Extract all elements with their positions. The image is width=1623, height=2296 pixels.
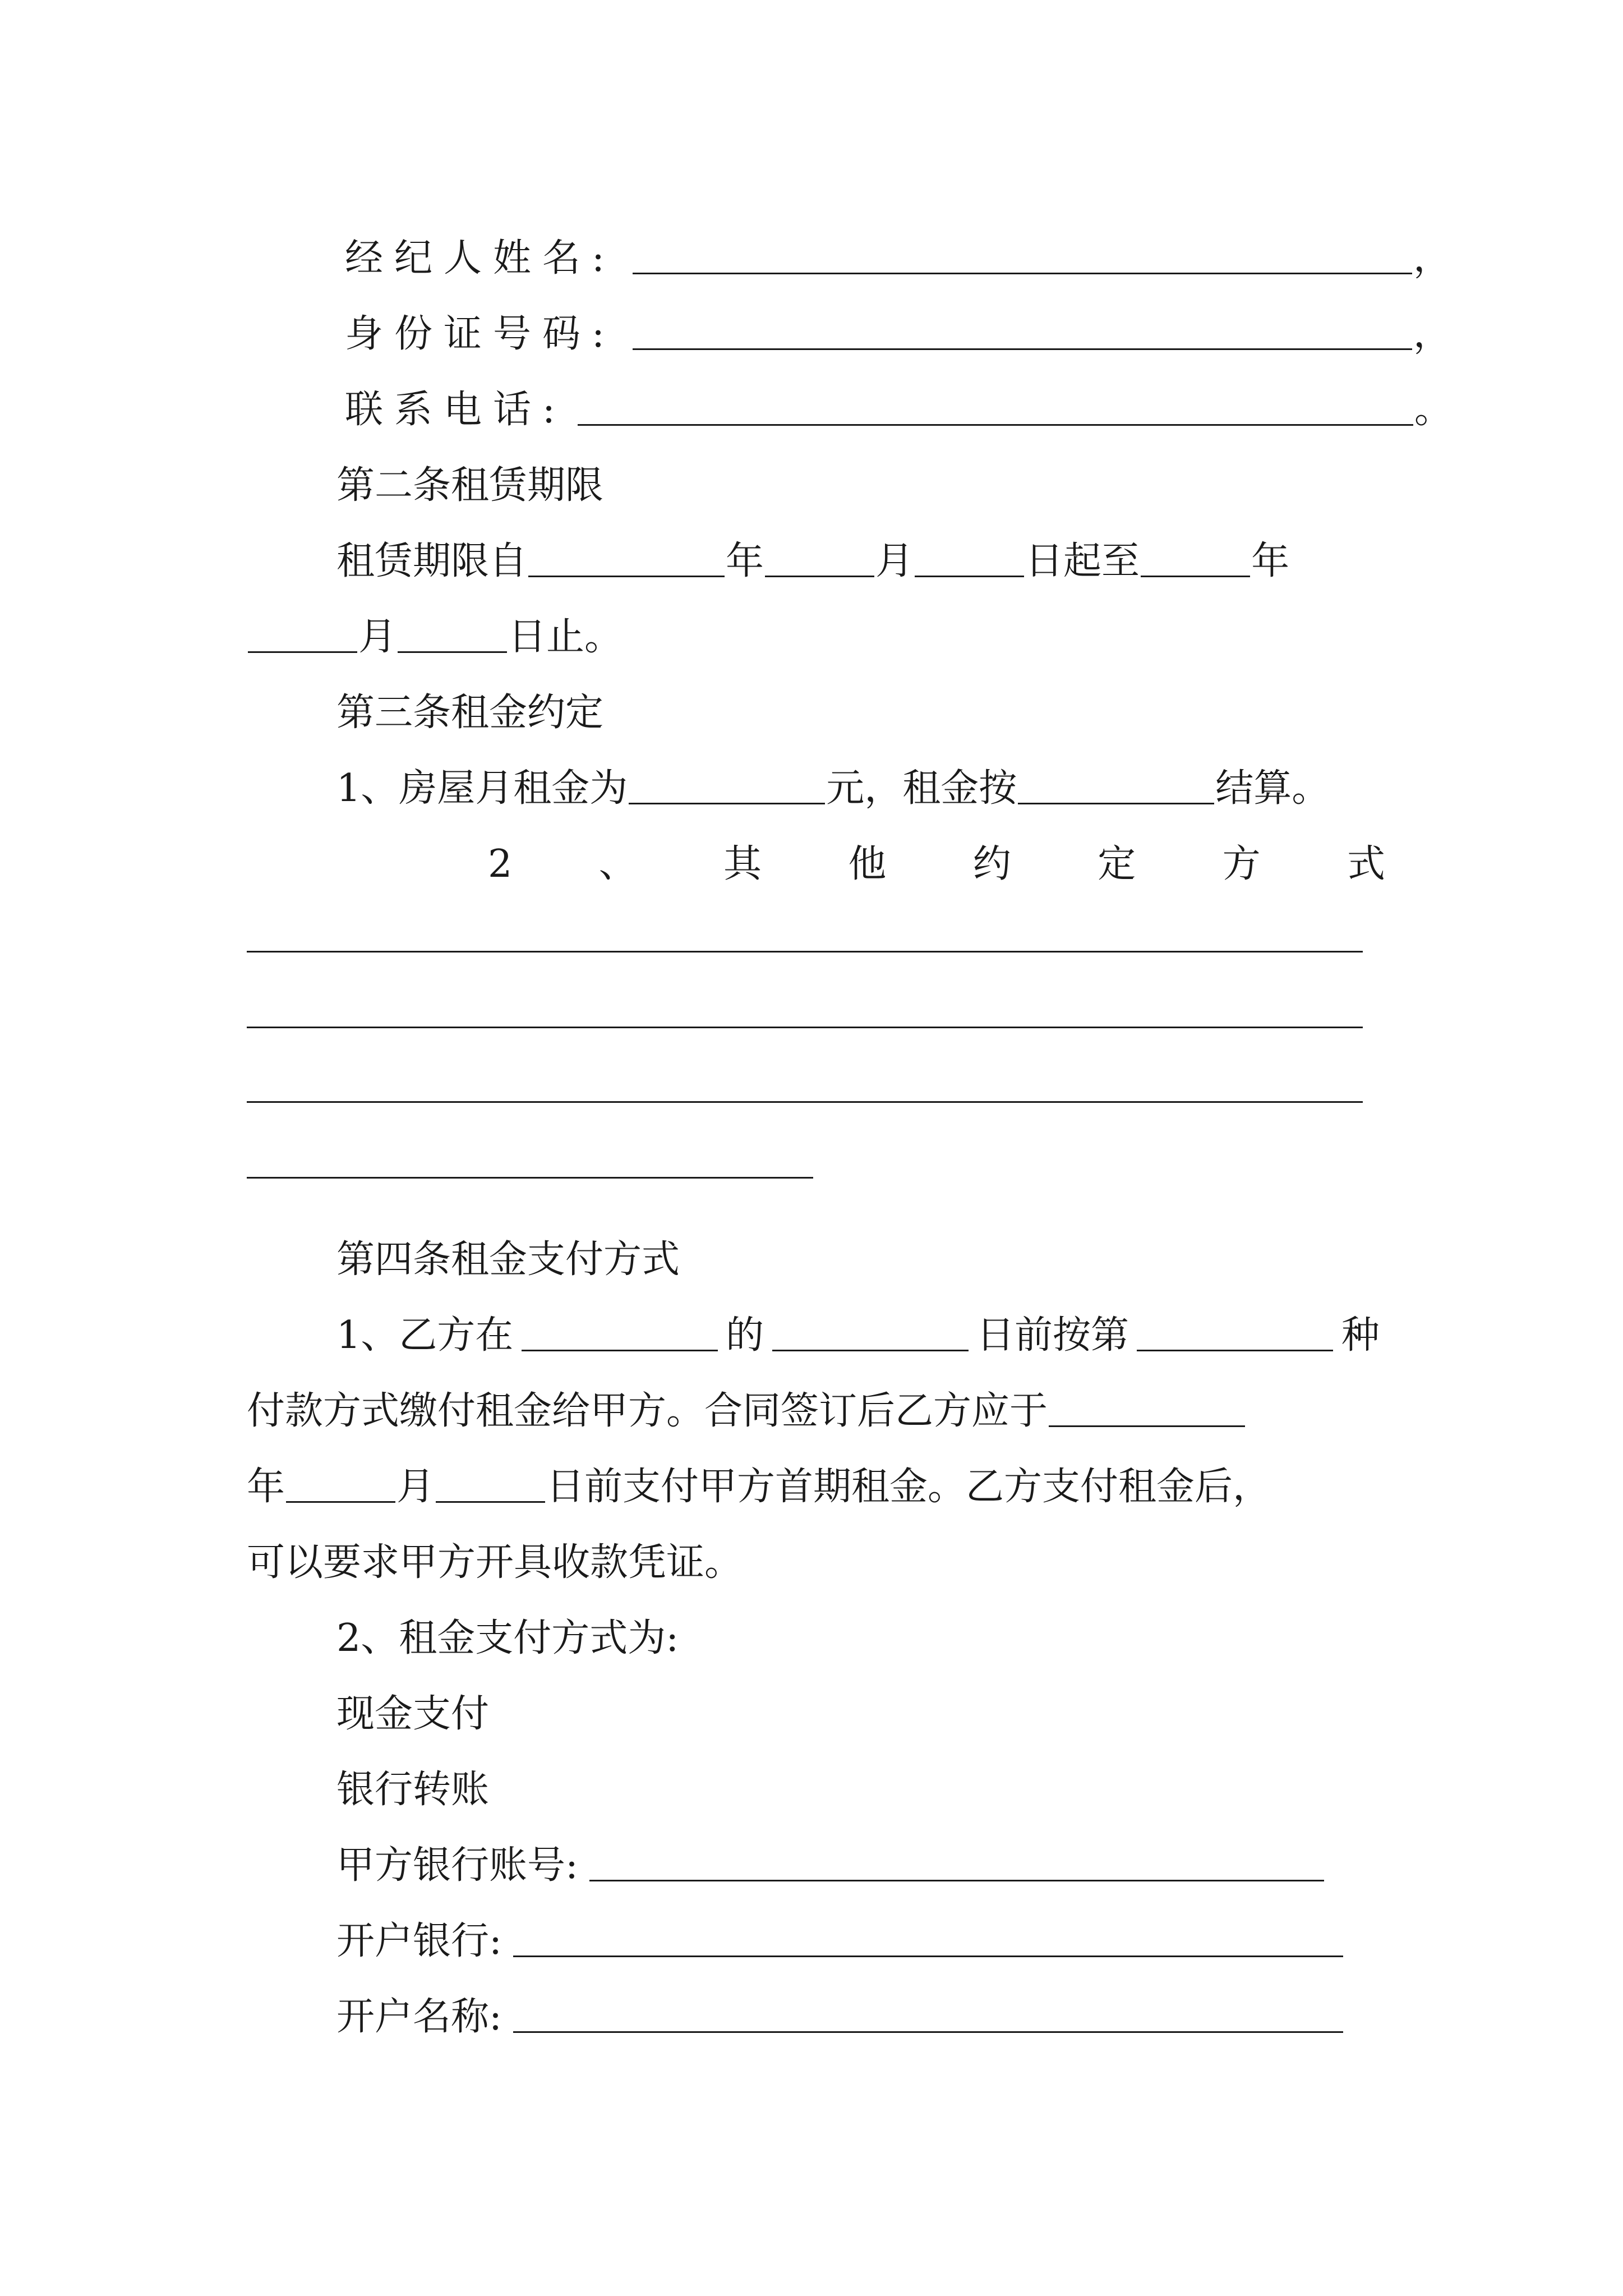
bank-option: 银行转账 — [336, 1768, 490, 1812]
agent-name-blank[interactable] — [633, 273, 1412, 274]
cash-option: 现金支付 — [336, 1692, 490, 1736]
month-text: 月 — [396, 1465, 435, 1509]
end-month-blank[interactable] — [248, 651, 357, 653]
item2-char: 2 — [488, 842, 513, 886]
article4-item1-line — [336, 1299, 1380, 1358]
bank-account-line — [336, 1829, 1325, 1888]
pay-method-number-blank[interactable] — [1137, 1350, 1333, 1351]
article2-title-line — [336, 449, 604, 508]
agent-phone-blank[interactable] — [578, 424, 1413, 426]
pay-period-blank[interactable] — [522, 1350, 718, 1351]
agent-phone-line — [345, 373, 1453, 432]
start-month-blank[interactable] — [765, 576, 874, 577]
pay-line2-text: 付款方式缴付租金给甲方。合同签订后乙方应于 — [247, 1389, 1048, 1433]
start-year-blank[interactable] — [528, 576, 725, 577]
article3-title-line — [336, 676, 604, 735]
start-day-blank[interactable] — [915, 576, 1024, 577]
rent-mid: 元，租金按 — [826, 766, 1017, 811]
pay-prefix: 1、乙方在 — [336, 1313, 514, 1358]
other-terms-blank-line[interactable] — [247, 1101, 1363, 1103]
item2-char: 他 — [848, 842, 887, 886]
first-payment-day-blank[interactable] — [436, 1501, 545, 1503]
agent-name-line — [345, 222, 1451, 278]
pay-method-title: 2、租金支付方式为: — [336, 1616, 679, 1660]
article4-title: 第四条租金支付方式 — [336, 1237, 680, 1282]
other-terms-blank-line[interactable] — [247, 1027, 1363, 1028]
article4-title-line — [336, 1223, 680, 1282]
bank-name-blank[interactable] — [513, 1955, 1343, 1957]
agent-phone-label: 联系电话: — [345, 388, 566, 432]
year-text: 年 — [726, 539, 764, 583]
article4-item1-line-4 — [247, 1526, 743, 1585]
article2-term-line-2 — [247, 600, 623, 659]
account-name-blank[interactable] — [513, 2031, 1343, 2033]
article4-item1-line-3 — [247, 1450, 1271, 1509]
pay-line3-text: 日前支付甲方首期租金。乙方支付租金后， — [546, 1465, 1271, 1509]
agent-id-blank[interactable] — [633, 348, 1412, 350]
day-end-text: 日止。 — [508, 615, 623, 659]
article2-title: 第二条租赁期限 — [336, 463, 604, 508]
bank-account-label: 甲方银行账号: — [336, 1843, 578, 1888]
rent-suffix: 结算。 — [1215, 766, 1330, 811]
article4-item2-line — [336, 1602, 679, 1658]
monthly-rent-blank[interactable] — [629, 803, 825, 804]
first-payment-month-blank[interactable] — [286, 1501, 395, 1503]
item2-char: 式 — [1347, 842, 1385, 886]
pay-kind: 种 — [1341, 1313, 1380, 1358]
pay-of: 的 — [726, 1313, 764, 1358]
article3-title: 第三条租金约定 — [336, 691, 604, 735]
other-terms-blank-line[interactable] — [247, 1177, 813, 1179]
month-text: 月 — [875, 539, 914, 583]
item2-char: 约 — [972, 842, 1011, 886]
end-day-blank[interactable] — [398, 651, 507, 653]
item2-char: 其 — [723, 842, 762, 886]
article2-term-line — [336, 524, 1289, 581]
item2-char: 定 — [1098, 842, 1136, 886]
first-payment-year-blank[interactable] — [1049, 1425, 1245, 1427]
pay-line4-text: 可以要求甲方开具收款凭证。 — [247, 1540, 743, 1585]
item2-char: 方 — [1222, 842, 1261, 886]
cash-option-line — [336, 1677, 490, 1736]
month-text: 月 — [358, 615, 397, 659]
comma: ， — [1413, 312, 1451, 356]
agent-id-line — [345, 297, 1451, 356]
day-from-text: 日起至 — [1025, 539, 1140, 583]
other-terms-blank-line[interactable] — [247, 951, 1363, 953]
comma: ， — [1413, 236, 1451, 280]
bank-account-blank[interactable] — [589, 1880, 1324, 1881]
year-text: 年 — [247, 1465, 285, 1509]
agent-id-label: 身份证号码: — [345, 312, 616, 356]
period: 。 — [1414, 388, 1453, 432]
bank-option-line — [336, 1753, 490, 1812]
settlement-blank[interactable] — [1018, 803, 1214, 804]
bank-name-label: 开户银行: — [336, 1919, 502, 1963]
pay-mid: 日前按第 — [976, 1313, 1129, 1358]
account-name-line — [336, 1980, 1344, 2039]
article3-item2-line — [488, 827, 1385, 884]
account-name-label: 开户名称: — [336, 1995, 502, 2039]
article3-item1-line — [336, 752, 1330, 811]
year-text: 年 — [1251, 539, 1290, 583]
agent-name-label: 经纪人姓名: — [345, 236, 616, 280]
pay-date-blank[interactable] — [772, 1350, 969, 1351]
end-year-blank[interactable] — [1141, 576, 1250, 577]
rent-prefix: 1、房屋月租金为 — [336, 766, 628, 811]
bank-name-line — [336, 1904, 1344, 1961]
term-prefix: 租赁期限自 — [336, 539, 528, 583]
item2-char: 、 — [598, 842, 637, 886]
article4-item1-line-2 — [247, 1374, 1246, 1433]
